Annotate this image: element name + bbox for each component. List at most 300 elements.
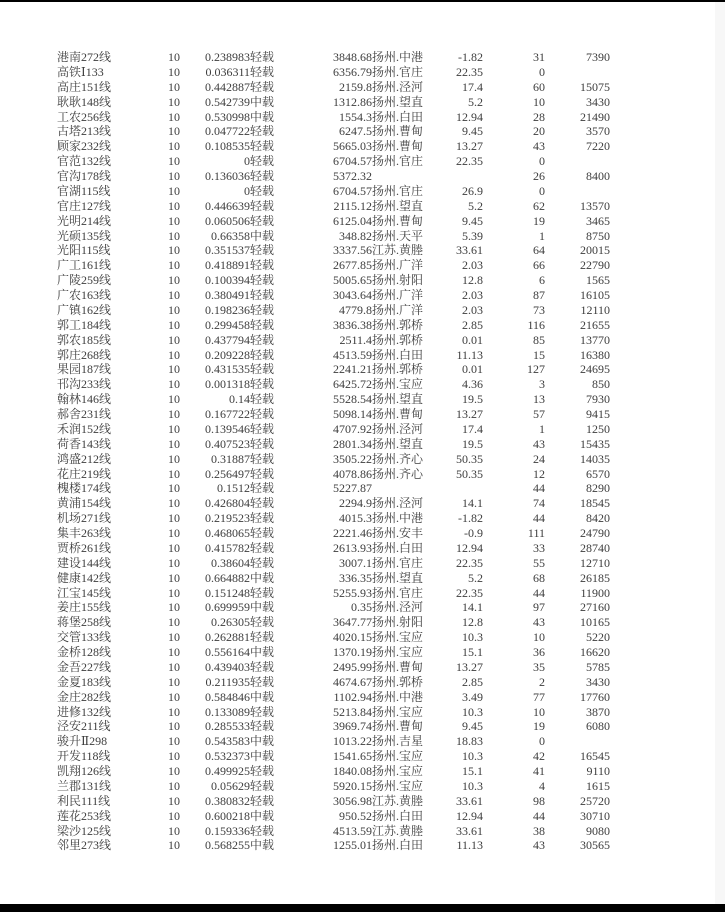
cell-line-name: 官庄127线 [57, 198, 112, 213]
cell-count: 2 [539, 674, 545, 689]
cell-line-name: 光硕135线 [57, 228, 112, 243]
cell-load-status: 轻载 [250, 466, 275, 481]
cell-count: 44 [533, 585, 545, 600]
cell-line-name: 金夏183线 [57, 674, 112, 689]
cell-voltage-kv: 10 [168, 630, 180, 645]
cell-capacity: 7930 [586, 392, 610, 407]
cell-metric: 33.61 [456, 793, 483, 808]
cell-available-value: 5255.93 [333, 585, 372, 600]
cell-line-name: 健康142线 [57, 570, 112, 585]
cell-load-status: 中载 [250, 808, 275, 823]
cell-voltage-kv: 10 [168, 213, 180, 228]
table-row [57, 318, 610, 333]
cell-load-status: 轻载 [250, 124, 275, 139]
cell-capacity: 24695 [580, 362, 610, 377]
cell-load-ratio: 0.556164 [205, 645, 250, 659]
table-row [57, 169, 610, 184]
cell-available-value: 5372.32 [333, 169, 372, 183]
cell-load-status: 轻载 [250, 288, 275, 302]
cell-capacity: 11900 [580, 585, 610, 600]
cell-line-name: 广农163线 [57, 288, 112, 302]
cell-capacity: 22790 [580, 258, 610, 273]
cell-metric [448, 481, 483, 496]
cell-load-status: 中载 [250, 109, 275, 124]
lines-report-table [57, 50, 610, 853]
cell-station: 扬州.望直 [372, 198, 424, 213]
cell-station: 扬州.白田 [372, 808, 424, 823]
cell-line-name: 凯翔126线 [57, 764, 112, 778]
cell-station: 扬州.宝应 [372, 749, 424, 764]
cell-available-value: 1840.08 [333, 764, 372, 778]
table-row [57, 377, 610, 392]
cell-count: 10 [533, 94, 545, 109]
cell-line-name: 高庄151线 [57, 79, 112, 94]
cell-voltage-kv: 10 [168, 838, 180, 853]
cell-load-ratio: 0.136036 [205, 169, 250, 183]
cell-station: 扬州.郭桥 [372, 674, 424, 689]
cell-metric: 22.35 [456, 555, 483, 570]
cell-available-value: 5098.14 [333, 407, 372, 421]
cell-capacity: 3430 [586, 94, 610, 109]
cell-line-name: 古塔213线 [57, 124, 112, 139]
cell-metric: 2.85 [462, 317, 483, 332]
table-row [57, 794, 610, 809]
cell-load-status: 轻载 [250, 258, 275, 273]
cell-capacity: 7220 [586, 139, 610, 154]
cell-available-value: 6125.04 [333, 213, 372, 228]
cell-capacity: 20015 [580, 243, 610, 258]
table-row [57, 80, 610, 95]
cell-line-name: 骏升Ⅱ298 [57, 734, 108, 749]
table-row [57, 124, 610, 139]
cell-voltage-kv: 10 [168, 451, 180, 466]
cell-voltage-kv: 10 [168, 704, 180, 719]
cell-station: 扬州.中港 [372, 511, 424, 526]
cell-metric: 50.35 [456, 466, 483, 481]
cell-load-ratio: 0.699959 [205, 600, 250, 615]
cell-metric: 0.01 [462, 332, 483, 347]
cell-available-value: 4513.59 [333, 347, 372, 362]
table-row [57, 199, 610, 214]
cell-available-value: 0.35 [351, 600, 372, 615]
table-row [57, 600, 610, 615]
cell-load-ratio: 0.442887 [205, 79, 250, 94]
cell-voltage-kv: 10 [168, 823, 180, 838]
cell-station: 扬州.官庄 [372, 154, 424, 169]
cell-load-status: 轻载 [250, 511, 275, 526]
cell-capacity: 10165 [580, 615, 610, 630]
cell-load-ratio: 0.262881 [205, 630, 250, 645]
cell-metric: 2.85 [462, 674, 483, 689]
cell-load-ratio: 0.167722 [205, 407, 250, 421]
cell-line-name: 梁沙125线 [57, 823, 112, 838]
cell-voltage-kv: 10 [168, 659, 180, 674]
cell-load-status: 轻载 [250, 377, 275, 392]
cell-count: 74 [533, 496, 545, 511]
cell-available-value: 4779.8 [339, 302, 372, 317]
cell-voltage-kv: 10 [168, 511, 180, 526]
cell-metric: -1.82 [458, 50, 483, 64]
cell-available-value: 3836.38 [333, 317, 372, 332]
table-row [57, 243, 610, 258]
cell-metric: 5.2 [468, 94, 483, 109]
cell-load-status: 轻载 [250, 392, 275, 407]
cell-available-value: 2677.85 [333, 258, 372, 273]
cell-line-name: 顾家232线 [57, 139, 112, 154]
cell-line-name: 江宝145线 [57, 585, 112, 600]
cell-load-status: 中载 [250, 645, 275, 659]
cell-voltage-kv: 10 [168, 258, 180, 273]
table-row [57, 734, 610, 749]
cell-metric: 17.4 [462, 421, 483, 436]
cell-line-name: 高铁Ⅰ133 [57, 64, 104, 79]
cell-count: 24 [533, 451, 545, 466]
cell-voltage-kv: 10 [168, 154, 180, 169]
cell-voltage-kv: 10 [168, 407, 180, 421]
cell-station: 扬州.郭桥 [372, 317, 424, 332]
cell-station: 扬州.曹甸 [372, 659, 424, 674]
cell-load-ratio: 0.439403 [205, 659, 250, 674]
cell-load-status: 轻载 [250, 421, 275, 436]
cell-capacity: 850 [592, 377, 610, 392]
cell-load-ratio: 0.060506 [205, 213, 250, 228]
cell-available-value: 2495.99 [333, 659, 372, 674]
cell-available-value: 3848.68 [333, 50, 372, 64]
cell-metric: 11.13 [456, 347, 483, 362]
table-row [57, 348, 610, 363]
cell-count: 0 [539, 64, 545, 79]
cell-metric: 14.1 [462, 496, 483, 511]
cell-load-ratio: 0.380491 [205, 288, 250, 302]
cell-line-name: 光阳115线 [57, 243, 111, 258]
cell-metric: 12.94 [456, 540, 483, 555]
cell-load-status: 轻载 [250, 764, 275, 778]
table-row [57, 571, 610, 586]
cell-load-ratio: 0.426804 [205, 496, 250, 511]
cell-voltage-kv: 10 [168, 377, 180, 392]
scrollbar-track[interactable] [715, 2, 725, 904]
cell-load-status: 轻载 [250, 64, 275, 79]
cell-station: 扬州.广洋 [372, 288, 424, 302]
cell-voltage-kv: 10 [168, 764, 180, 778]
cell-capacity: 30710 [580, 808, 610, 823]
table-row [57, 288, 610, 303]
cell-metric: 15.1 [462, 645, 483, 659]
cell-available-value: 3007.1 [339, 555, 372, 570]
table-row [57, 422, 610, 437]
cell-load-status: 轻载 [250, 481, 275, 496]
cell-station: 扬州.广洋 [372, 302, 424, 317]
cell-available-value: 336.35 [339, 570, 372, 585]
cell-load-status: 轻载 [250, 169, 275, 183]
cell-available-value: 3337.56 [333, 243, 372, 258]
cell-load-status: 轻载 [250, 302, 275, 317]
cell-voltage-kv: 10 [168, 793, 180, 808]
table-row [57, 764, 610, 779]
table-row [57, 630, 610, 645]
cell-load-ratio: 0.351537 [205, 243, 250, 258]
cell-available-value: 5005.65 [333, 273, 372, 288]
cell-voltage-kv: 10 [168, 749, 180, 764]
cell-station: 扬州.齐心 [372, 466, 424, 481]
cell-load-ratio: 0.14 [229, 392, 250, 407]
cell-load-status: 轻载 [250, 793, 275, 808]
cell-capacity: 16380 [580, 347, 610, 362]
cell-load-ratio: 0.407523 [205, 436, 250, 451]
cell-metric: 12.94 [456, 808, 483, 823]
cell-station: 扬州.宝应 [372, 778, 424, 793]
cell-load-status: 轻载 [250, 362, 275, 377]
cell-station: 扬州.曹甸 [372, 124, 424, 139]
cell-available-value: 3969.74 [333, 719, 372, 734]
cell-capacity: 17760 [580, 689, 610, 704]
cell-metric: 2.03 [462, 288, 483, 302]
cell-metric: 5.2 [468, 198, 483, 213]
table-row [57, 467, 610, 482]
cell-load-ratio: 0.499925 [205, 764, 250, 778]
table-row [57, 184, 610, 199]
cell-capacity: 16105 [580, 288, 610, 302]
cell-load-status: 轻载 [250, 317, 275, 332]
cell-voltage-kv: 10 [168, 198, 180, 213]
cell-load-ratio: 0.38604 [211, 555, 250, 570]
cell-available-value: 950.52 [339, 808, 372, 823]
cell-count: 57 [533, 407, 545, 421]
cell-load-status: 中载 [250, 689, 275, 704]
cell-station: 扬州.泾河 [372, 496, 424, 511]
cell-load-status: 中载 [250, 570, 275, 585]
cell-voltage-kv: 10 [168, 183, 180, 198]
cell-load-status: 轻载 [250, 585, 275, 600]
cell-metric: 33.61 [456, 243, 483, 258]
cell-load-ratio: 0.542739 [205, 94, 250, 109]
cell-station [372, 169, 448, 184]
table-row [57, 407, 610, 422]
cell-load-status: 轻载 [250, 273, 275, 288]
cell-voltage-kv: 10 [168, 169, 180, 183]
cell-metric: 9.45 [462, 719, 483, 734]
cell-count: 12 [533, 466, 545, 481]
cell-load-status: 中载 [250, 734, 275, 749]
cell-available-value: 1541.65 [333, 749, 372, 764]
cell-available-value: 1255.01 [333, 838, 372, 853]
table-row [57, 660, 610, 675]
cell-line-name: 利民111线 [57, 793, 111, 808]
cell-station: 扬州.中港 [372, 50, 424, 64]
table-row [57, 50, 610, 65]
cell-line-name: 集丰263线 [57, 526, 112, 540]
cell-count: 36 [533, 645, 545, 659]
cell-available-value: 2159.8 [339, 79, 372, 94]
cell-line-name: 黄浦154线 [57, 496, 112, 511]
cell-voltage-kv: 10 [168, 526, 180, 540]
cell-count: 44 [533, 511, 545, 526]
cell-station: 扬州.官庄 [372, 585, 424, 600]
cell-count: 87 [533, 288, 545, 302]
cell-capacity [545, 154, 610, 169]
cell-station: 扬州.宝应 [372, 645, 424, 659]
cell-available-value: 6704.57 [333, 154, 372, 169]
cell-load-status: 中载 [250, 600, 275, 615]
cell-count: 43 [533, 838, 545, 853]
cell-count: 38 [533, 823, 545, 838]
cell-load-status: 轻载 [250, 555, 275, 570]
cell-line-name: 交管133线 [57, 630, 112, 645]
table-row [57, 362, 610, 377]
cell-available-value: 1554.3 [339, 109, 372, 124]
cell-count: 6 [539, 273, 545, 288]
cell-load-ratio: 0.415782 [205, 540, 250, 555]
cell-line-name: 工农256线 [57, 109, 112, 124]
cell-load-status: 轻载 [250, 183, 275, 198]
cell-station: 扬州.官庄 [372, 64, 424, 79]
cell-station: 扬州.曹甸 [372, 213, 424, 228]
cell-capacity: 6080 [586, 719, 610, 734]
cell-load-ratio: 0.418891 [205, 258, 250, 273]
cell-count: 60 [533, 79, 545, 94]
cell-count: 73 [533, 302, 545, 317]
cell-voltage-kv: 10 [168, 555, 180, 570]
cell-count: 1 [539, 421, 545, 436]
cell-load-status: 轻载 [250, 79, 275, 94]
cell-voltage-kv: 10 [168, 734, 180, 749]
cell-capacity: 21655 [580, 317, 610, 332]
cell-station: 扬州.安丰 [372, 526, 424, 540]
cell-count: 35 [533, 659, 545, 674]
cell-available-value: 348.82 [339, 228, 372, 243]
cell-line-name: 蒋堡258线 [57, 615, 112, 630]
cell-load-ratio: 0.036311 [205, 64, 250, 79]
cell-load-ratio: 0.1512 [217, 481, 250, 496]
cell-station: 扬州.白田 [372, 540, 424, 555]
cell-metric: 10.3 [462, 778, 483, 793]
cell-metric: 14.1 [462, 600, 483, 615]
cell-line-name: 兰郡131线 [57, 778, 112, 793]
cell-load-ratio: 0.431535 [205, 362, 250, 377]
cell-available-value: 3043.64 [333, 288, 372, 302]
cell-capacity: 9080 [586, 823, 610, 838]
cell-metric: 2.03 [462, 302, 483, 317]
cell-station: 扬州.望直 [372, 570, 424, 585]
table-row [57, 333, 610, 348]
cell-load-ratio: 0.133089 [205, 704, 250, 719]
cell-capacity: 12110 [580, 302, 610, 317]
cell-line-name: 光明214线 [57, 213, 112, 228]
cell-available-value: 5213.84 [333, 704, 372, 719]
cell-station: 江苏.黄塍 [372, 793, 424, 808]
cell-load-status: 轻载 [250, 719, 275, 734]
cell-station: 扬州.宝应 [372, 630, 424, 645]
cell-station: 扬州.泾河 [372, 600, 424, 615]
cell-available-value: 1312.86 [333, 94, 372, 109]
cell-available-value: 4513.59 [333, 823, 372, 838]
table-row [57, 838, 610, 853]
table-row [57, 154, 610, 169]
cell-voltage-kv: 10 [168, 347, 180, 362]
cell-load-status: 轻载 [250, 347, 275, 362]
table-row [57, 749, 610, 764]
cell-count: 85 [533, 332, 545, 347]
cell-load-ratio: 0.532373 [205, 749, 250, 764]
cell-metric: 4.36 [462, 377, 483, 392]
cell-count: 43 [533, 139, 545, 154]
cell-capacity: 26185 [580, 570, 610, 585]
cell-station: 扬州.射阳 [372, 273, 424, 288]
cell-load-ratio: 0.001318 [205, 377, 250, 392]
cell-count: 44 [533, 808, 545, 823]
cell-station: 扬州.齐心 [372, 451, 424, 466]
cell-voltage-kv: 10 [168, 302, 180, 317]
cell-station: 扬州.白田 [372, 838, 424, 853]
cell-capacity: 3430 [586, 674, 610, 689]
cell-voltage-kv: 10 [168, 585, 180, 600]
cell-station: 扬州.白田 [372, 109, 424, 124]
cell-line-name: 官湖115线 [57, 183, 111, 198]
cell-station: 扬州.天平 [372, 228, 424, 243]
cell-load-ratio: 0 [244, 183, 250, 198]
cell-station: 扬州.望直 [372, 392, 424, 407]
cell-voltage-kv: 10 [168, 808, 180, 823]
cell-metric: 22.35 [456, 154, 483, 169]
table-row [57, 229, 610, 244]
cell-station: 扬州.宝应 [372, 377, 424, 392]
cell-station: 江苏.黄塍 [372, 823, 424, 838]
cell-capacity: 1615 [586, 778, 610, 793]
table-row [57, 139, 610, 154]
table-row [57, 214, 610, 229]
cell-available-value: 1013.22 [333, 734, 372, 749]
cell-count: 43 [533, 436, 545, 451]
cell-load-status: 轻载 [250, 213, 275, 228]
cell-load-ratio: 0.05629 [211, 778, 250, 793]
cell-metric: 26.9 [462, 183, 483, 198]
cell-count: 10 [533, 630, 545, 645]
cell-load-status: 中载 [250, 749, 275, 764]
cell-voltage-kv: 10 [168, 362, 180, 377]
table-row [57, 779, 610, 794]
cell-count: 10 [533, 704, 545, 719]
cell-line-name: 鸿盛212线 [57, 451, 112, 466]
cell-capacity: 14035 [580, 451, 610, 466]
table-row [57, 481, 610, 496]
cell-count: 26 [533, 169, 545, 183]
cell-line-name: 郝舍231线 [57, 407, 112, 421]
window-bottom-bar [0, 904, 725, 912]
cell-load-ratio: 0.600218 [205, 808, 250, 823]
cell-load-status: 轻载 [250, 243, 275, 258]
cell-line-name: 翰林146线 [57, 392, 112, 407]
cell-count: 15 [533, 347, 545, 362]
cell-line-name: 港南272线 [57, 50, 112, 64]
cell-metric: -0.9 [464, 526, 483, 540]
cell-load-status: 轻载 [250, 154, 275, 169]
cell-capacity: 5785 [586, 659, 610, 674]
cell-metric: 5.2 [468, 570, 483, 585]
cell-capacity: 13770 [580, 332, 610, 347]
cell-station: 扬州.中港 [372, 689, 424, 704]
cell-station [372, 481, 448, 496]
cell-capacity: 3465 [586, 213, 610, 228]
cell-voltage-kv: 10 [168, 600, 180, 615]
cell-load-ratio: 0 [244, 154, 250, 169]
cell-capacity: 1250 [586, 421, 610, 436]
cell-capacity: 18545 [580, 496, 610, 511]
cell-line-name: 贾桥261线 [57, 540, 112, 555]
cell-line-name: 邗沟233线 [57, 377, 112, 392]
cell-station: 扬州.白田 [372, 347, 424, 362]
cell-voltage-kv: 10 [168, 228, 180, 243]
table-row [57, 437, 610, 452]
